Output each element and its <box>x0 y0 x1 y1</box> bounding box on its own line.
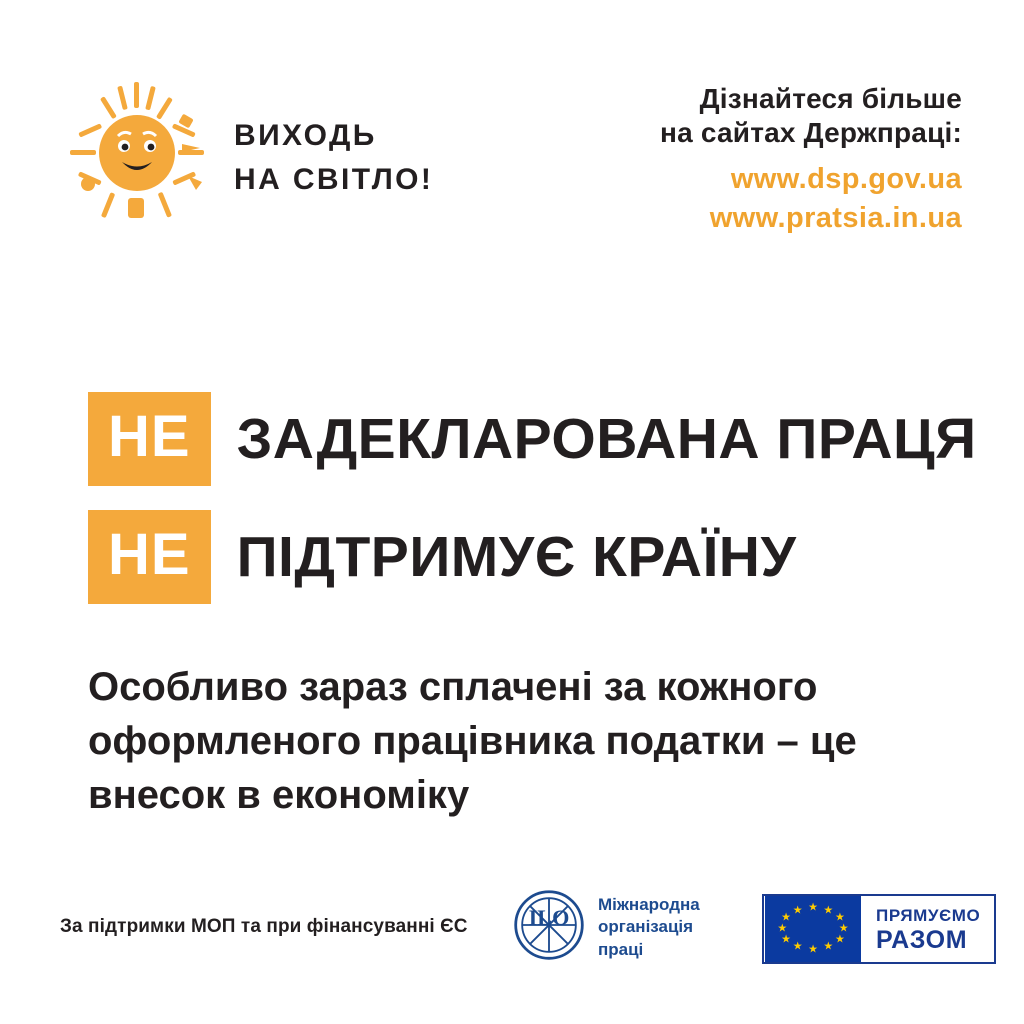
supporting-paragraph: Особливо зараз сплачені за кожного оформленого працівника податки – це внесок в економіку <box>88 665 857 817</box>
eu-flag-icon: ★ ★ ★ ★ ★ ★ ★ ★ ★ ★ ★ ★ <box>765 896 861 962</box>
website-block <box>660 82 962 236</box>
ilo-line-3: праці <box>598 939 644 959</box>
ilo-line-2: організація <box>598 917 694 937</box>
website-lead-line-2: на сайтах Держпраці: <box>660 117 962 149</box>
headline-row-1 <box>88 392 977 486</box>
ilo-line-1: Міжнародна <box>598 895 700 915</box>
brand-wordmark <box>234 115 433 195</box>
eu-wordmark <box>876 906 994 953</box>
headline-row-2 <box>88 510 948 604</box>
ne-chip-1: НЕ <box>88 392 211 486</box>
sun-character-icon <box>62 80 212 230</box>
svg-text:ILO: ILO <box>528 905 570 930</box>
brand-line-1: ВИХОДЬ <box>234 119 377 152</box>
eu-logo-block <box>762 894 996 964</box>
eu-line-2: РАЗОМ <box>876 925 968 954</box>
headline-text-2: ПІДТРИМУЄ КРАЇНУ <box>236 524 797 589</box>
ilo-logo-block <box>512 888 700 967</box>
ilo-wordmark <box>598 894 700 960</box>
website-lead-line-1: Дізнайтеся більше <box>699 83 962 114</box>
brand-block <box>62 80 433 230</box>
link-dsp-gov-ua[interactable]: www.dsp.gov.ua <box>730 163 962 196</box>
support-note: За підтримки МОП та при фінансуванні ЄС <box>60 916 468 937</box>
brand-line-2: НА СВІТЛО! <box>234 163 434 196</box>
ne-chip-2: НЕ <box>88 510 211 604</box>
header <box>0 70 1024 250</box>
ilo-emblem-icon <box>512 888 586 967</box>
website-links <box>660 162 962 236</box>
link-pratsia-in-ua[interactable]: www.pratsia.in.ua <box>709 202 962 235</box>
main-message <box>88 392 977 822</box>
headline-text-1: ЗАДЕКЛАРОВАНА ПРАЦЯ <box>236 406 977 471</box>
footer <box>0 882 1024 972</box>
eu-line-1: ПРЯМУЄМО <box>876 905 981 925</box>
